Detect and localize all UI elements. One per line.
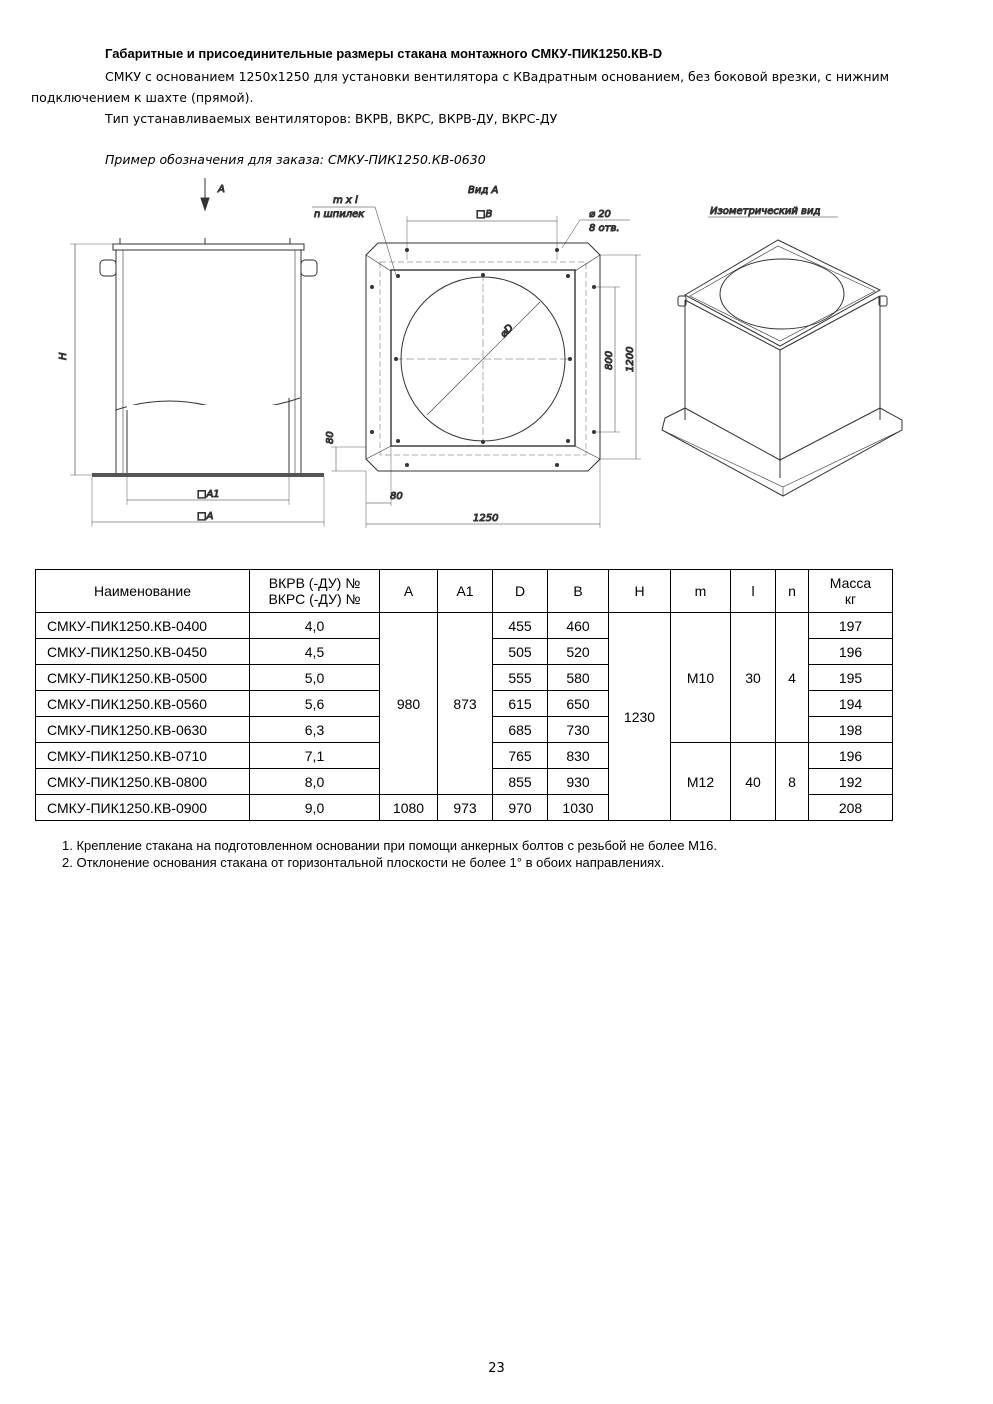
- cell-b: 1030: [548, 795, 609, 821]
- cell-l: 40: [731, 743, 776, 821]
- page-number: 23: [488, 1361, 505, 1376]
- cell-d: 455: [493, 613, 548, 639]
- cell-name: СМКУ-ПИК1250.КВ-0400: [36, 613, 250, 639]
- dim-b: □B: [476, 209, 493, 220]
- header-d: D: [493, 570, 548, 613]
- cell-name: СМКУ-ПИК1250.КВ-0710: [36, 743, 250, 769]
- cell-mass: 194: [809, 691, 893, 717]
- cell-d: 505: [493, 639, 548, 665]
- header-m: m: [671, 570, 731, 613]
- header-h: H: [609, 570, 671, 613]
- cell-mass: 198: [809, 717, 893, 743]
- dim-a1: □A1: [197, 489, 220, 500]
- cell-fan: 4,0: [250, 613, 380, 639]
- cell-name: СМКУ-ПИК1250.КВ-0560: [36, 691, 250, 717]
- cell-fan: 5,6: [250, 691, 380, 717]
- view-a: [312, 185, 641, 528]
- cell-m: M12: [671, 743, 731, 821]
- cell-b: 650: [548, 691, 609, 717]
- cell-name: СМКУ-ПИК1250.КВ-0500: [36, 665, 250, 691]
- header-name: Наименование: [36, 570, 250, 613]
- dim-mxl: m x l: [333, 195, 358, 206]
- dim-1200: 1200: [625, 346, 636, 372]
- cell-b: 580: [548, 665, 609, 691]
- fan-types-line: Тип устанавливаемых вентиляторов: ВКРВ, ВКРС, ВКРВ-ДУ, ВКРС-ДУ: [105, 111, 558, 126]
- dim-1250: 1250: [473, 513, 499, 524]
- order-example: Пример обозначения для заказа: СМКУ-ПИК1250.КВ-0630: [105, 152, 486, 167]
- cell-b: 520: [548, 639, 609, 665]
- cell-a1: 973: [438, 795, 493, 821]
- cell-name: СМКУ-ПИК1250.КВ-0900: [36, 795, 250, 821]
- cell-d: 855: [493, 769, 548, 795]
- header-n: n: [776, 570, 809, 613]
- dim-800: 800: [604, 350, 615, 370]
- cell-m: M10: [671, 613, 731, 743]
- cell-a: 1080: [380, 795, 438, 821]
- note-1: 1. Крепление стакана на подготовленном основании при помощи анкерных болтов с резьбой не более М16.: [62, 838, 717, 853]
- cell-fan: 5,0: [250, 665, 380, 691]
- cell-d: 685: [493, 717, 548, 743]
- cell-l: 30: [731, 613, 776, 743]
- dim-hole-dia: ⌀ 20: [589, 209, 611, 220]
- arrow-label: A: [218, 184, 225, 195]
- dim-holes-count: 8 отв.: [589, 223, 620, 234]
- dim-n-pins: n шпилек: [314, 209, 365, 220]
- dim-a: □A: [197, 511, 214, 522]
- cell-d: 615: [493, 691, 548, 717]
- cell-d: 555: [493, 665, 548, 691]
- cell-d: 765: [493, 743, 548, 769]
- cell-mass: 196: [809, 743, 893, 769]
- cell-fan: 6,3: [250, 717, 380, 743]
- specs-table: [35, 569, 893, 821]
- cell-fan: 4,5: [250, 639, 380, 665]
- side-view: [58, 178, 324, 527]
- cell-mass: 208: [809, 795, 893, 821]
- cell-n: 8: [776, 743, 809, 821]
- cell-name: СМКУ-ПИК1250.КВ-0630: [36, 717, 250, 743]
- cell-fan: 9,0: [250, 795, 380, 821]
- dim-80-vertical: 80: [325, 431, 336, 444]
- cell-mass: 192: [809, 769, 893, 795]
- cell-mass: 196: [809, 639, 893, 665]
- header-a1: A1: [438, 570, 493, 613]
- cell-a1: 873: [438, 613, 493, 795]
- header-b: B: [548, 570, 609, 613]
- cell-a: 980: [380, 613, 438, 795]
- technical-drawing: [0, 170, 993, 555]
- notes: [62, 837, 717, 871]
- cell-name: СМКУ-ПИК1250.КВ-0800: [36, 769, 250, 795]
- dim-dia-d: ⌀D: [498, 322, 516, 341]
- table-header-row: [36, 570, 893, 613]
- cell-mass: 195: [809, 665, 893, 691]
- cell-name: СМКУ-ПИК1250.КВ-0450: [36, 639, 250, 665]
- cell-fan: 7,1: [250, 743, 380, 769]
- cell-fan: 8,0: [250, 769, 380, 795]
- description-line-2: подключением к шахте (прямой).: [31, 90, 254, 105]
- dim-80-horizontal: 80: [390, 491, 403, 502]
- view-a-title: Вид A: [468, 185, 499, 196]
- document-title: Габаритные и присоединительные размеры стакана монтажного СМКУ-ПИК1250.КВ-D: [105, 46, 663, 61]
- cell-b: 930: [548, 769, 609, 795]
- cell-h: 1230: [609, 613, 671, 821]
- cell-mass: 197: [809, 613, 893, 639]
- table-row: [36, 613, 893, 639]
- cell-n: 4: [776, 613, 809, 743]
- header-fan-no: ВКРВ (-ДУ) № ВКРС (-ДУ) №: [250, 570, 380, 613]
- cell-d: 970: [493, 795, 548, 821]
- header-l: l: [731, 570, 776, 613]
- isometric-view: [662, 206, 902, 496]
- cell-b: 830: [548, 743, 609, 769]
- header-a: A: [380, 570, 438, 613]
- cell-b: 460: [548, 613, 609, 639]
- note-2: 2. Отклонение основания стакана от горизонтальной плоскости не более 1° в обоих направлениях.: [62, 855, 665, 870]
- description-line-1: СМКУ с основанием 1250х1250 для установки вентилятора с КВадратным основанием, без боковой врезки, с нижним: [105, 69, 890, 84]
- cell-b: 730: [548, 717, 609, 743]
- isometric-title: Изометрический вид: [710, 206, 821, 217]
- header-mass: Масса кг: [809, 570, 893, 613]
- dim-h: H: [58, 352, 69, 360]
